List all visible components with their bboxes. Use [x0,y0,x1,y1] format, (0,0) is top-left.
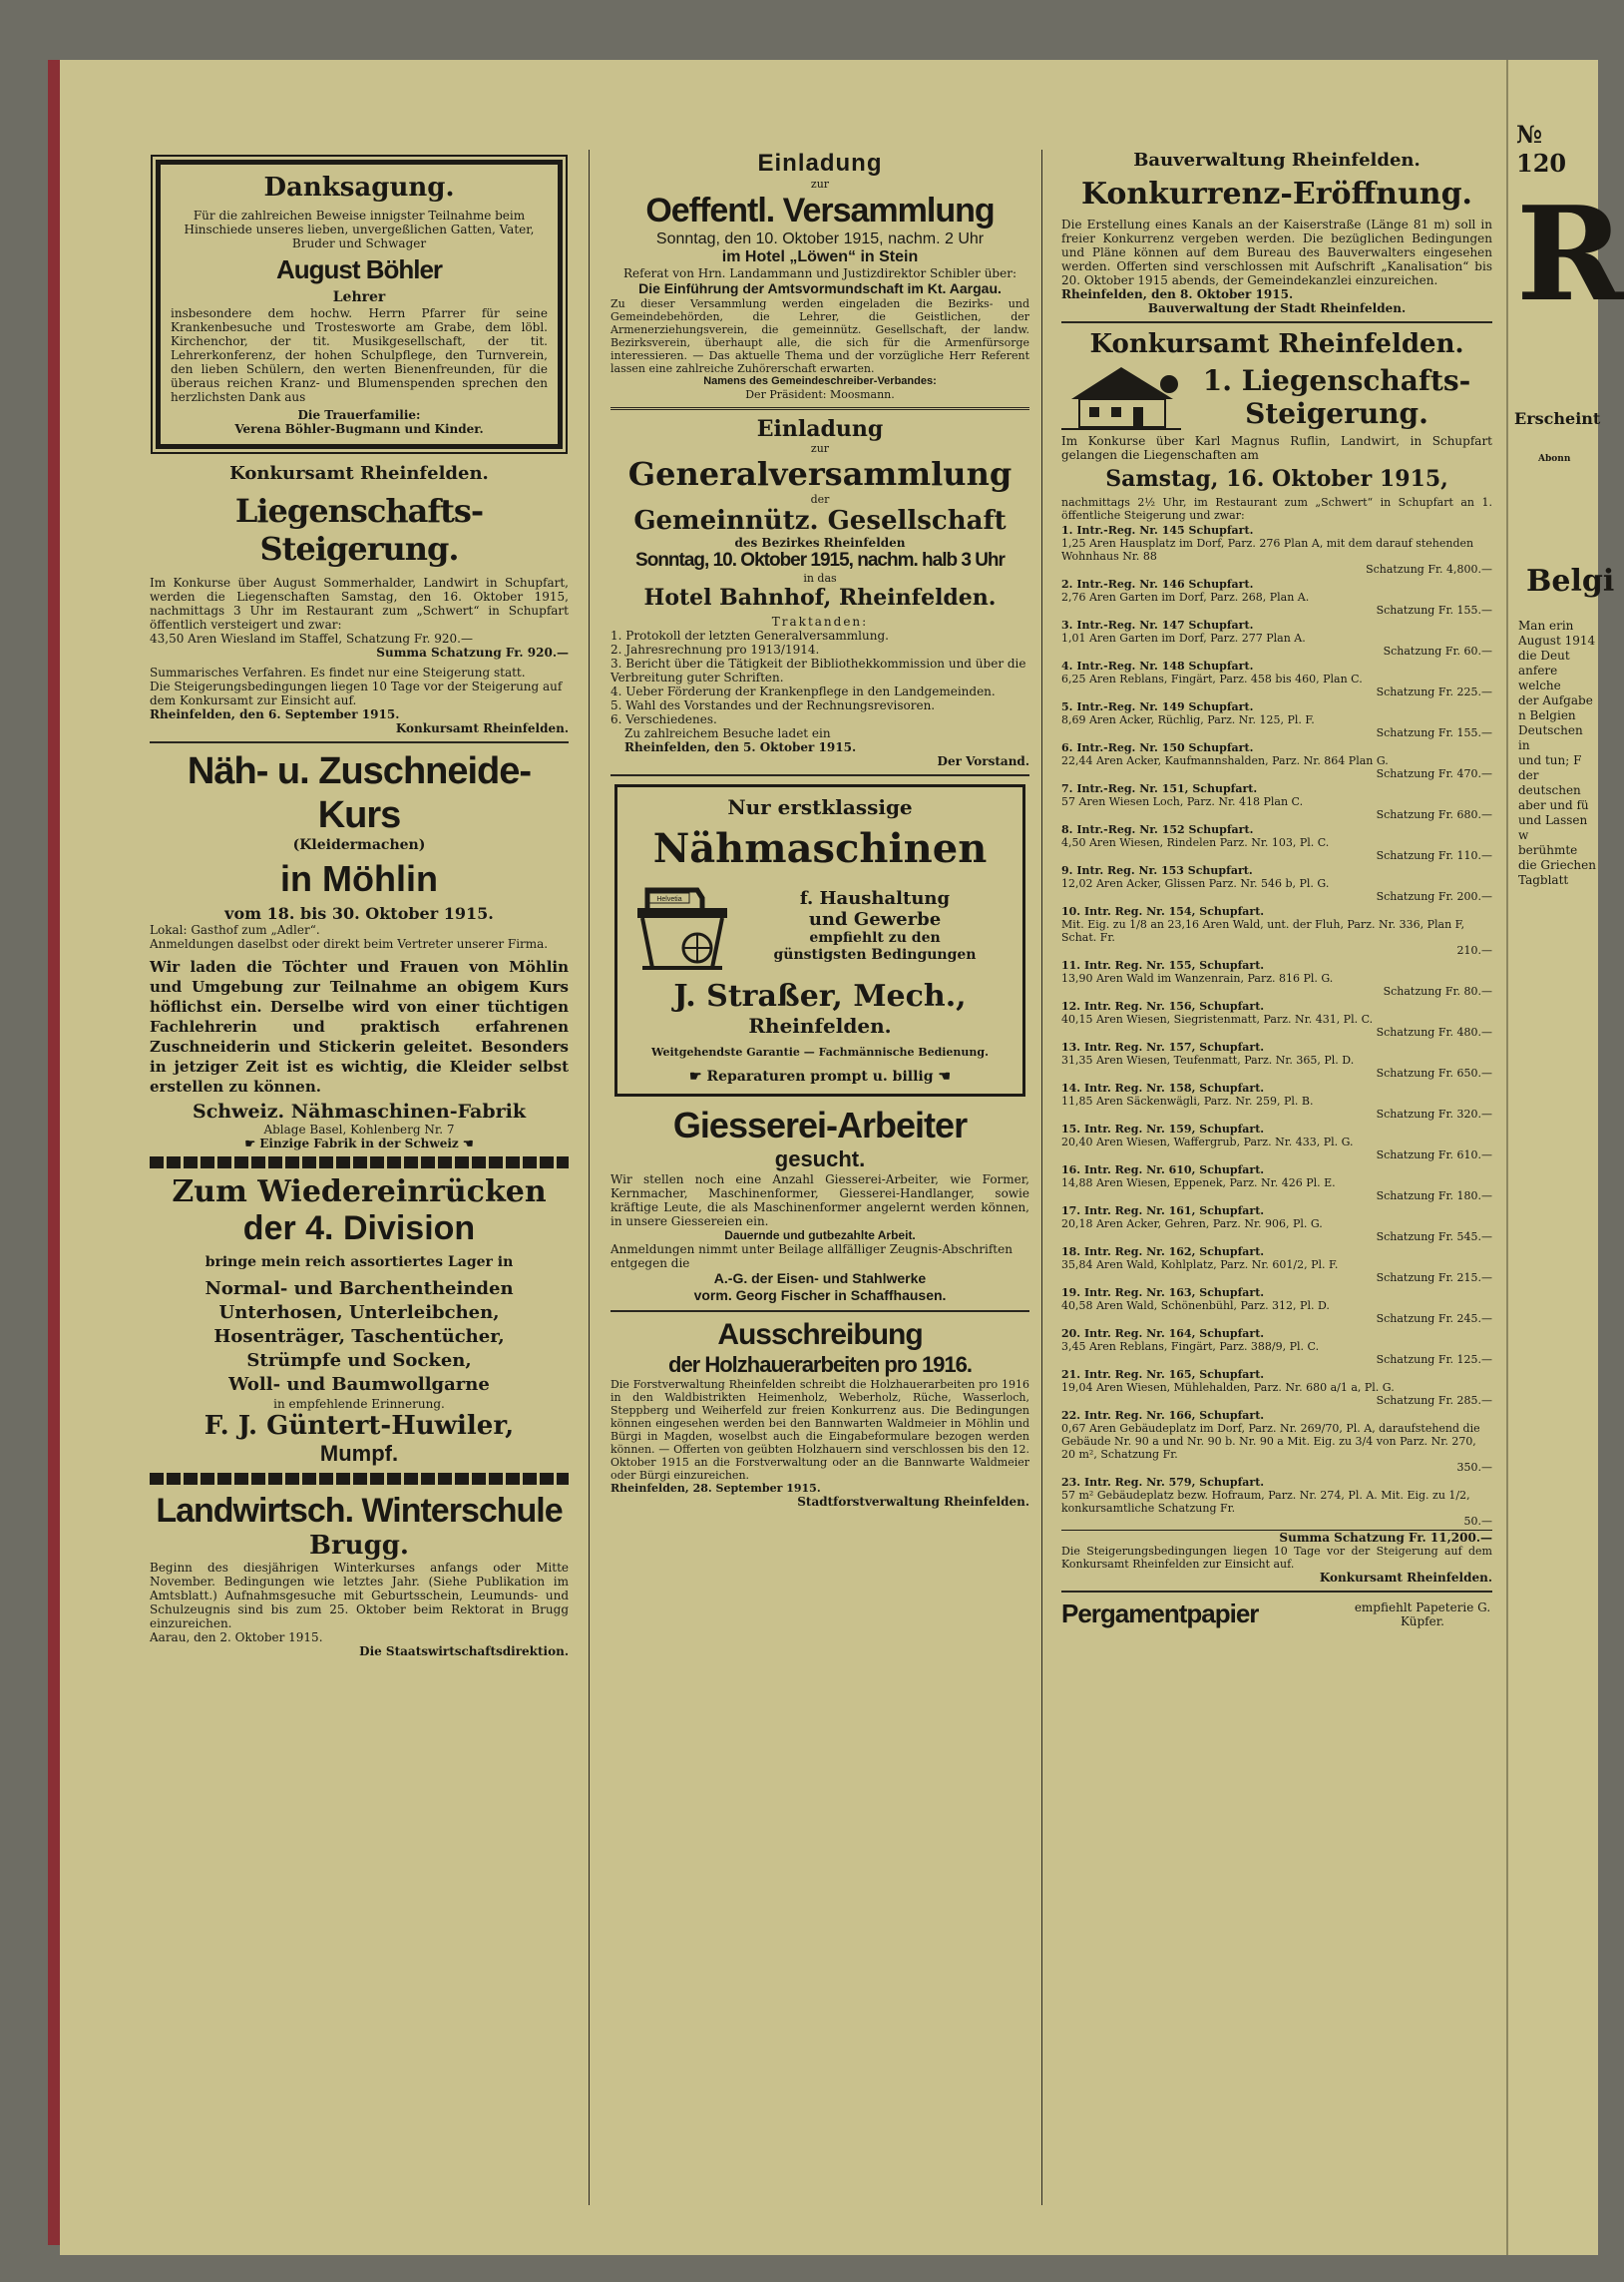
edge-abonn: Abonn [1538,454,1571,464]
einladung-1-topic: Die Einführung der Amtsvormundschaft im Kt. Aargau. [638,280,1002,296]
pointing-hand-right-icon: ☚ [938,1069,951,1085]
naehmaschinen-guarantee: Weitgehendste Garantie — Fachmännische Bedienung. [651,1046,989,1059]
pointing-hand-left-icon: ☛ [244,1137,260,1150]
property-lot [1061,1409,1492,1474]
kurs-ad [150,749,569,1150]
schule-body: Beginn des diesjährigen Winterkurses anfangs oder Mitte November. Bedingungen wie letztes Jahr. (Siehe Publikation im Amtsblatt.) Aufnahmsgesuche mit Geburtsschein, Leumunds- und Schulzeugnis sind bis zum 25. Oktober beim Rektorat in Brugg einzureichen. [150,1561,569,1630]
einladung-1-event: Oeffentl. Versammlung [645,192,995,229]
bau-date: Rheinfelden, den 8. Oktober 1915. [1061,287,1294,301]
lot-heading: 4. Intr.-Reg. Nr. 148 Schupfart. [1061,660,1254,673]
pointing-hand-right-icon: ☚ [462,1137,474,1150]
edge-text-line: und Lassen w [1518,813,1588,842]
edge-text-line: berühmte [1518,843,1578,857]
edge-text-line: der Aufgabe [1518,693,1593,707]
column-divider [1041,150,1042,2205]
traktandum: 5. Wahl des Vorstandes und der Rechnungsrevisoren. [610,698,936,712]
einladung-1-sign2: Der Präsident: Moosmann. [745,388,895,401]
division-ad [150,1174,569,1467]
kurs-anmeldung: Anmeldungen daselbst oder direkt beim Vertreter unserer Firma. [150,937,549,951]
bauverwaltung-ad [1061,150,1492,315]
bau-header: Bauverwaltung Rheinfelden. [1133,150,1421,171]
ausschreibung-ad [610,1318,1029,1509]
einladung-2-date: Sonntag, 10. Oktober 1915, nachm. halb 3 Uhr [635,550,1005,571]
einladung-1-date: Sonntag, den 10. Oktober 1915, nachm. 2 Uhr [655,230,985,247]
lot-description: 11,85 Aren Säckenwägli, Parz. Nr. 259, Pl. B. [1061,1095,1314,1108]
kurs-firm: Schweiz. Nähmaschinen-Fabrik [192,1101,527,1123]
danksagung-body: insbesondere dem hochw. Herrn Pfarrer für seine Krankenbesuche und Trostesworte am Grabe, dem löbl. Kirchenchor, der tit. Musikgesellschaft, der tit. Lehrerkonferenz, der hohen Schulpflege, den Turnverein, den lieben Schülern, den werten Bienenfreunden, für die überaus reichen Kranz- und Blumenspenden sprechen den herzlichsten Dank aus [171,306,548,404]
edge-text-line: Tagblatt [1518,873,1569,887]
lot-description: 1,01 Aren Garten im Dorf, Parz. 277 Plan A. [1061,632,1306,645]
naehmaschinen-town: Rheinfelden. [748,1014,892,1038]
lot-description: 0,67 Aren Gebäudeplatz im Dorf, Parz. Nr. 269/70, Pl. A, daraufstehend die Gebäude Nr. 90 a und Nr. 90 b. Nr. 90 a Mit. Eig. zu 3/4 von Parz. Nr. 270, 20 m², Schatzung Fr. [1061,1422,1480,1461]
edge-text-line: der deutschen [1518,768,1581,797]
edge-erscheint: Erscheint [1514,409,1601,428]
lot-heading: 16. Intr. Reg. Nr. 610, Schupfart. [1061,1163,1265,1176]
einladung-2-der: der [810,493,830,506]
lot-valuation: Schatzung Fr. 215.— [1376,1271,1492,1284]
division-item: Strümpfe und Socken, [246,1350,472,1371]
naehmaschinen-l1: f. Haushaltung [799,887,951,909]
schule-sign: Die Staatswirtschaftsdirektion. [359,1644,569,1658]
lot-valuation: Schatzung Fr. 125.— [1376,1353,1492,1366]
kurs-lokal: Lokal: Gasthof zum „Adler“. [150,923,320,937]
naehmaschinen-title: Nähmaschinen [652,825,988,872]
edge-text-line: August 1914 [1518,634,1596,648]
traktandum: 3. Bericht über die Tätigkeit der Bibliothekkommission und über die Verbreitung guter Schriften. [610,657,1026,685]
giesserei-ad [610,1105,1029,1304]
kurs-ablage: Ablage Basel, Kohlenberg Nr. 7 [263,1123,455,1137]
property-lot [1061,1163,1492,1202]
lot-heading: 11. Intr. Reg. Nr. 155, Schupfart. [1061,959,1265,972]
lot-valuation: Schatzung Fr. 4,800.— [1366,563,1492,576]
lot-valuation: Schatzung Fr. 480.— [1376,1026,1492,1039]
kurs-dates: vom 18. bis 30. Oktober 1915. [224,904,494,923]
edge-text-line: die Griechen [1518,858,1596,872]
ornament-strip [150,1473,569,1485]
edge-text-line: n Belgien [1518,708,1576,722]
traktandum: 2. Jahresrechnung pro 1913/1914. [610,643,820,657]
lot-valuation: Schatzung Fr. 610.— [1376,1148,1492,1161]
property-lot [1061,578,1492,617]
traktandum: 6. Verschiedenes. [610,712,717,726]
einladung-2-org: Gemeinnütz. Gesellschaft [633,506,1007,536]
lot-valuation: Schatzung Fr. 320.— [1376,1108,1492,1121]
naehmaschinen-top: Nur erstklassige [727,795,913,819]
lot-valuation: Schatzung Fr. 245.— [1376,1312,1492,1325]
lot-heading: 22. Intr. Reg. Nr. 166, Schupfart. [1061,1409,1265,1422]
danksagung-profession: Lehrer [332,289,386,305]
einladung-1-place: im Hotel „Löwen“ in Stein [721,248,919,265]
ausschreibung-body: Die Forstverwaltung Rheinfelden schreibt die Holzhauerarbeiten pro 1916 in den Waldbistrikten Heimenholz, Weberholz, Rüche, Wasserloch, Steppberg und Weiherfeld zur freien Konkurrenz aus. Die Bedingungen können eingesehen werden bei den Bannwarten Waldmeier in Möhlin und Bürgi in Magden, woselbst auch die Eingabeformulare bezogen werden können. — Offerten von geübten Holzhauern sind verschlossen bis den 12. Oktober 1915 an die Forstverwaltung oder an die Bannwarte Waldmeier oder Bürgi einzureichen. [610,1378,1029,1482]
property-lot [1061,1286,1492,1325]
division-title-2: der 4. Division [242,1209,476,1247]
konkurs-1-body: Im Konkurse über August Sommerhalder, Landwirt in Schupfart, werden die Liegenschaften Samstag, den 16. Oktober 1915, nachmittags 3 Uhr im Restaurant zum „Schwert“ in Schupfart öffentlich versteigert und zwar: [150,576,569,632]
giesserei-anmeldung: Anmeldungen nimmt unter Beilage allfälliger Zeugnis-Abschriften entgegen die [610,1242,1013,1270]
edge-text-line: die Deut [1518,649,1570,663]
pergament-title: Pergamentpapier [1061,1598,1259,1628]
lot-description: 57 Aren Wiesen Loch, Parz. Nr. 418 Plan C. [1061,795,1304,808]
lot-description: 1,25 Aren Hausplatz im Dorf, Parz. 276 Plan A, mit dem darauf stehenden Wohnhaus Nr. 88 [1061,537,1474,563]
giesserei-title: Giesserei-Arbeiter [672,1105,968,1145]
naehmaschinen-ad [614,784,1025,1097]
einladung-2-date2: Rheinfelden, den 5. Oktober 1915. [624,740,857,754]
property-lot [1061,1368,1492,1407]
schule-town: Brugg. [309,1531,409,1561]
kurs-place: in Möhlin [280,858,438,899]
konkurs-2-sign: Konkursamt Rheinfelden. [1319,1571,1492,1585]
lot-heading: 18. Intr. Reg. Nr. 162, Schupfart. [1061,1245,1265,1258]
division-item: Hosenträger, Taschentücher, [213,1326,505,1347]
edge-text-line: aber und fü [1518,798,1589,812]
konkurs-1-sign: Konkursamt Rheinfelden. [395,721,569,735]
giesserei-dauernd: Dauernde und gutbezahlte Arbeit. [724,1228,916,1242]
ausschreibung-title: Ausschreibung [717,1318,923,1351]
lot-description: 57 m² Gebäudeplatz bezw. Hofraum, Parz. Nr. 274, Pl. A. Mit. Eig. zu 1/2, konkursamtliche Schatzung Fr. [1061,1489,1470,1515]
sewing-machine-illustration [627,878,737,973]
machine-brand-label: Helvetia [656,896,682,903]
edge-text-line: und tun; F [1518,753,1582,767]
schule-date: Aarau, den 2. Oktober 1915. [150,1630,323,1644]
naehmaschinen-repair-text: Reparaturen prompt u. billig [706,1069,934,1085]
lot-heading: 3. Intr.-Reg. Nr. 147 Schupfart. [1061,619,1254,632]
edge-masthead-letter: R [1516,178,1624,330]
konkurs-2-intro: Im Konkurse über Karl Magnus Ruflin, Landwirt, in Schupfart gelangen die Liegenschaften am [1061,434,1492,462]
konkurs-2-date: Samstag, 16. Oktober 1915, [1105,466,1448,492]
lot-description: 40,58 Aren Wald, Schönenbühl, Parz. 312, Pl. D. [1061,1299,1330,1312]
traktandum: 4. Ueber Förderung der Krankenpflege in den Landgemeinden. [610,685,996,698]
lot-valuation: Schatzung Fr. 680.— [1376,808,1492,821]
einladung-2-title: Einladung [756,416,884,442]
lot-heading: 6. Intr.-Reg. Nr. 150 Schupfart. [1061,741,1254,754]
einladung-1-body: Zu dieser Versammlung werden eingeladen die Bezirks- und Gemeindebehörden, die Lehrer, die Geistlichen, der Armenerziehungsverein, die gemeinnütz. Gesellschaft, der landw. Bezirksverein, überhaupt alle, die sich für die Armenfürsorge interessieren. — Das aktuelle Thema und der vorzügliche Herr Referent lassen eine zahlreiche Zuhörerschaft erwarten. [610,297,1029,375]
einladung-1-sign1: Namens des Gemeindeschreiber-Verbandes: [703,375,937,387]
lot-description: 35,84 Aren Wald, Kohlplatz, Parz. Nr. 601/2, Pl. F. [1061,1258,1339,1271]
property-lot [1061,660,1492,698]
schule-ad [150,1491,569,1658]
kurs-title: Näh- u. Zuschneide-Kurs [187,750,532,836]
property-lot [1061,619,1492,658]
column-middle [610,150,1029,2215]
property-lot [1061,959,1492,998]
einladung-1-zur: zur [810,178,830,191]
einladung-2-in: in das [803,572,837,585]
lot-heading: 23. Intr. Reg. Nr. 579, Schupfart. [1061,1476,1265,1489]
konkurs-2-note: Die Steigerungsbedingungen liegen 10 Tage vor der Steigerung auf dem Konkursamt Rheinfelden zur Einsicht auf. [1061,1545,1492,1571]
giesserei-firm-2: vorm. Georg Fischer in Schaffhausen. [693,1287,947,1303]
einladung-2-event: Generalversammlung [627,455,1013,493]
property-lot [1061,1476,1492,1528]
lot-heading: 21. Intr. Reg. Nr. 165, Schupfart. [1061,1368,1265,1381]
edge-text-line: anfere welche [1518,664,1561,692]
lot-valuation: Schatzung Fr. 80.— [1383,985,1492,998]
ornament-strip [150,1156,569,1168]
lot-heading: 14. Intr. Reg. Nr. 158, Schupfart. [1061,1082,1265,1095]
property-lot [1061,1123,1492,1161]
lot-description: 3,45 Aren Reblans, Fingärt, Parz. 388/9, Pl. C. [1061,1340,1320,1353]
lot-valuation: 210.— [1456,944,1492,957]
giesserei-body: Wir stellen noch eine Anzahl Giesserei-Arbeiter, wie Former, Kernmacher, Maschinenformer, Giesserei-Handlanger, sowie kräftige Leute, die als Maschinenformer angelernt werden können, in unsere Giessereien ein. [610,1172,1029,1228]
danksagung-title: Danksagung. [263,173,455,203]
konkurs-ad-2 [1061,329,1492,1585]
einladung-2-hotel: Hotel Bahnhof, Rheinfelden. [643,585,997,611]
konkurs-2-intro2: nachmittags 2½ Uhr, im Restaurant zum „Schwert“ in Schupfart an 1. öffentliche Steigerung und zwar: [1061,496,1492,522]
property-lot [1061,782,1492,821]
naehmaschinen-l4: günstigsten Bedingungen [773,946,977,963]
pergament-text: empfiehlt Papeterie G. Küpfer. [1354,1599,1491,1628]
lot-valuation: Schatzung Fr. 470.— [1376,767,1492,780]
property-lot [1061,741,1492,780]
division-item: Unterhosen, Unterleibchen, [218,1302,500,1323]
einladung-2-zur: zur [810,442,830,455]
lot-heading: 12. Intr. Reg. Nr. 156, Schupfart. [1061,1000,1265,1013]
farmhouse-illustration [1061,359,1181,434]
lot-heading: 10. Intr. Reg. Nr. 154, Schupfart. [1061,905,1265,918]
danksagung-family-label: Die Trauerfamilie: [297,408,421,422]
konkurs-2-title-2: Steigerung. [1245,396,1428,430]
giesserei-firm-1: A.-G. der Eisen- und Stahlwerke [713,1270,927,1286]
bau-body: Die Erstellung eines Kanals an der Kaiserstraße (Länge 81 m) soll in freier Konkurrenz vergeben werden. Die bezüglichen Bedingungen und Pläne können auf dem Bureau des Bauverwalters eingesehen werden. Offerten sind verschlossen mit Aufschrift „Kanalisation“ bis 20. Oktober 1915 abends, der Gemeindekanzlei einzureichen. [1061,218,1492,287]
lot-description: 40,15 Aren Wiesen, Siegristenmatt, Parz. Nr. 431, Pl. C. [1061,1013,1374,1026]
konkurs-2-summa: Summa Schatzung Fr. 11,200.— [1061,1530,1492,1545]
konkurs-2-title-1: 1. Liegenschafts- [1202,363,1471,397]
naehmaschinen-repair [627,1069,1013,1086]
division-title-1: Zum Wiedereinrücken [172,1174,547,1209]
lot-valuation: Schatzung Fr. 180.— [1376,1189,1492,1202]
lot-valuation: Schatzung Fr. 650.— [1376,1067,1492,1080]
lot-heading: 8. Intr.-Reg. Nr. 152 Schupfart. [1061,823,1254,836]
property-lot [1061,524,1492,576]
property-lot [1061,905,1492,957]
naehmaschinen-merchant: J. Straßer, Mech., [673,979,967,1014]
einladung-2-bezirk: des Bezirkes Rheinfelden [734,536,906,550]
lot-heading: 20. Intr. Reg. Nr. 164, Schupfart. [1061,1327,1265,1340]
lot-valuation: Schatzung Fr. 225.— [1376,685,1492,698]
konkurs-1-title: Liegenschafts-Steigerung. [234,492,484,568]
schule-title: Landwirtsch. Winterschule [156,1492,563,1530]
danksagung-intro: Für die zahlreichen Beweise innigster Teilnahme beim Hinschiede unseres lieben, unvergeßlichen Gatten, Vater, Bruder und Schwager [184,209,535,250]
einladung-versammlung-ad [610,150,1029,401]
property-lot [1061,1000,1492,1039]
lot-description: 20,18 Aren Acker, Gehren, Parz. Nr. 906, Pl. G. [1061,1217,1323,1230]
lot-valuation: Schatzung Fr. 110.— [1376,849,1492,862]
property-lot [1061,700,1492,739]
kurs-einzige-text: Einzige Fabrik in der Schweiz [259,1137,459,1150]
lot-description: 13,90 Aren Wald im Wanzenrain, Parz. 816 Pl. G. [1061,972,1334,985]
einladung-1-title: Einladung [757,150,883,177]
konkurs-1-summa: Summa Schatzung Fr. 920.— [376,646,569,660]
lot-description: 12,02 Aren Acker, Glissen Parz. Nr. 546 b, Pl. G. [1061,877,1330,890]
property-lot-list [1061,524,1492,1528]
lot-valuation: Schatzung Fr. 200.— [1376,890,1492,903]
kurs-sub: (Kleidermachen) [292,837,426,853]
lot-description: 2,76 Aren Garten im Dorf, Parz. 268, Plan A. [1061,591,1310,604]
lot-valuation: Schatzung Fr. 155.— [1376,726,1492,739]
edge-text-line: Deutschen in [1518,723,1583,752]
edge-text-lines [1518,619,1598,888]
konkurs-1-header: Konkursamt Rheinfelden. [229,463,489,484]
bau-sign: Bauverwaltung der Stadt Rheinfelden. [1147,301,1407,315]
property-lot [1061,823,1492,862]
naehmaschinen-l3: empfiehlt zu den [809,929,941,946]
lot-description: 19,04 Aren Wiesen, Mühlehalden, Parz. Nr. 680 a/1 a, Pl. G. [1061,1381,1395,1394]
konkurs-ad-1 [150,463,569,735]
column-divider [589,150,590,2205]
danksagung-ad [156,160,563,449]
edge-page-number: № 120 [1516,120,1567,178]
division-item: Woll- und Baumwollgarne [228,1374,490,1395]
konkurs-1-note2: Die Steigerungsbedingungen liegen 10 Tage vor der Steigerung auf dem Konkursamt zur Einsicht auf. [150,680,563,707]
traktandum: 1. Protokoll der letzten Generalversammlung. [610,629,889,643]
lot-heading: 9. Intr. Reg. Nr. 153 Schupfart. [1061,864,1253,877]
lot-heading: 19. Intr. Reg. Nr. 163, Schupfart. [1061,1286,1265,1299]
property-lot [1061,1245,1492,1284]
division-item: Normal- und Barchentheinden [204,1278,514,1299]
lot-heading: 5. Intr.-Reg. Nr. 149 Schupfart. [1061,700,1254,713]
lot-heading: 2. Intr.-Reg. Nr. 146 Schupfart. [1061,578,1254,591]
einladung-2-invite: Zu zahlreichem Besuche ladet ein [624,726,831,740]
edge-belg: Belgi [1526,564,1615,599]
property-lot [1061,1327,1492,1366]
konkurs-1-item: 43,50 Aren Wiesland im Staffel, Schatzung Fr. 920.— [150,632,473,646]
lot-valuation: Schatzung Fr. 60.— [1383,645,1492,658]
danksagung-family-names: Verena Böhler-Bugmann und Kinder. [234,422,484,436]
einladung-generalversammlung-ad [610,416,1029,768]
naehmaschinen-l2: und Gewerbe [808,908,942,930]
ausschreibung-sub: der Holzhauerarbeiten pro 1916. [668,1352,972,1377]
division-lead: bringe mein reich assortiertes Lager in [204,1254,514,1270]
column-left [150,150,569,2215]
pointing-hand-left-icon: ☛ [689,1069,707,1085]
giesserei-sub: gesucht. [774,1146,866,1171]
lot-valuation: 350.— [1456,1461,1492,1474]
konkurs-1-date: Rheinfelden, den 6. September 1915. [150,707,400,721]
lot-heading: 15. Intr. Reg. Nr. 159, Schupfart. [1061,1123,1265,1136]
lot-valuation: Schatzung Fr. 285.— [1376,1394,1492,1407]
division-merchant: F. J. Güntert-Huwiler, [203,1411,515,1441]
danksagung-name: August Böhler [275,254,443,284]
lot-description: 6,25 Aren Reblans, Fingärt, Parz. 458 bis 460, Plan C. [1061,673,1363,685]
division-closing: in empfehlende Erinnerung. [273,1397,445,1411]
lot-description: 20,40 Aren Wiesen, Waffergrub, Parz. Nr. 433, Pl. G. [1061,1136,1354,1148]
konkurs-1-note1: Summarisches Verfahren. Es findet nur eine Steigerung statt. [150,666,526,680]
lot-heading: 7. Intr.-Reg. Nr. 151, Schupfart. [1061,782,1258,795]
kurs-body: Wir laden die Töchter und Frauen von Möhlin und Umgebung zur Teilnahme an obigem Kurs höflichst ein. Derselbe wird von einer tüchtigen Fachlehrerin und praktisch erfahrenen Zuschneiderin und Stickerin geleitet. Besonders in jetziger Zeit ist es wichtig, die Kleider selbst erstellen zu können. [150,958,569,1096]
edge-text-line: Man erin [1518,619,1574,633]
lot-valuation: Schatzung Fr. 545.— [1376,1230,1492,1243]
einladung-2-sign: Der Vorstand. [937,754,1029,768]
bau-title: Konkurrenz-Eröffnung. [1081,177,1472,212]
property-lot [1061,1082,1492,1121]
konkurs-2-header: Konkursamt Rheinfelden. [1089,329,1464,359]
lot-valuation: 50.— [1463,1515,1492,1528]
ausschreibung-sign: Stadtforstverwaltung Rheinfelden. [797,1495,1029,1509]
lot-description: 22,44 Aren Acker, Kaufmannshalden, Parz. Nr. 864 Plan G. [1061,754,1389,767]
property-lot [1061,864,1492,903]
einladung-1-referat: Referat von Hrn. Landammann und Justizdirektor Schibler über: [622,266,1016,280]
lot-heading: 1. Intr.-Reg. Nr. 145 Schupfart. [1061,524,1254,537]
lot-description: Mit. Eig. zu 1/8 an 23,16 Aren Wald, unt. der Fluh, Parz. Nr. 336, Plan F, Schat. Fr. [1061,918,1465,944]
division-town: Mumpf. [319,1441,399,1466]
lot-description: 14,88 Aren Wiesen, Eppenek, Parz. Nr. 426 Pl. E. [1061,1176,1336,1189]
pergament-ad [1061,1598,1492,1629]
property-lot [1061,1041,1492,1080]
kurs-einzige [150,1137,569,1150]
lot-heading: 17. Intr. Reg. Nr. 161, Schupfart. [1061,1204,1265,1217]
property-lot [1061,1204,1492,1243]
ausschreibung-date: Rheinfelden, 28. September 1915. [610,1482,821,1495]
einladung-2-traktanden-label: Traktanden: [771,615,869,629]
column-right [1061,150,1492,2215]
lot-description: 8,69 Aren Acker, Rüchlig, Parz. Nr. 125, Pl. F. [1061,713,1315,726]
adjacent-page-edge [1506,60,1624,2255]
lot-description: 4,50 Aren Wiesen, Rindelen Parz. Nr. 103, Pl. C. [1061,836,1330,849]
lot-description: 31,35 Aren Wiesen, Teufenmatt, Parz. Nr. 365, Pl. D. [1061,1054,1355,1067]
lot-heading: 13. Intr. Reg. Nr. 157, Schupfart. [1061,1041,1265,1054]
lot-valuation: Schatzung Fr. 155.— [1376,604,1492,617]
